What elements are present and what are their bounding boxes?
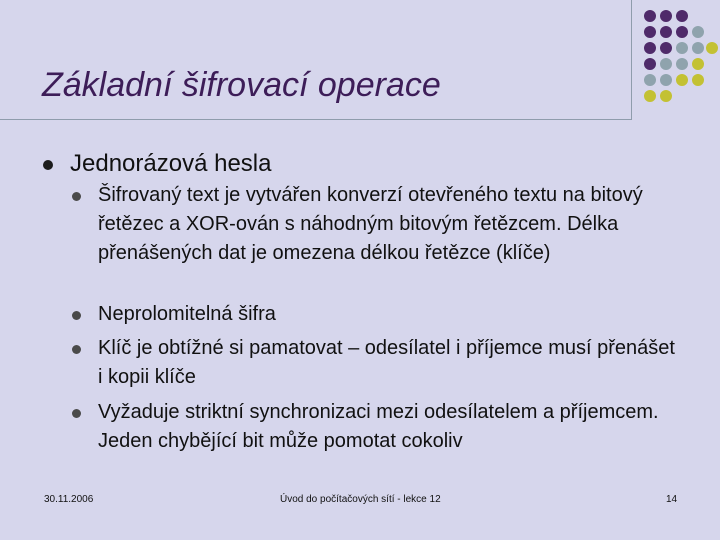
footer-date: 30.11.2006 (44, 494, 94, 505)
decor-dot (644, 74, 656, 86)
bullet-dot-icon (72, 192, 81, 201)
sub-bullet-text: Vyžaduje striktní synchronizaci mezi odesílatelem a příjemcem. Jeden chybějící bit může pomotat cokoliv (98, 401, 659, 452)
decor-dot (676, 42, 688, 54)
slide-title: Základní šifrovací operace (42, 66, 441, 104)
decor-dot (660, 58, 672, 70)
decor-dot (644, 58, 656, 70)
decor-dot (676, 74, 688, 86)
sub-bullet (98, 300, 678, 329)
sub-bullet-text: Klíč je obtížné si pamatovat – odesílatel i příjemce musí přenášet i kopii klíče (98, 337, 675, 388)
decor-dot (676, 58, 688, 70)
decor-dot (692, 58, 704, 70)
sub-bullet (98, 334, 678, 392)
decor-dot (692, 74, 704, 86)
sub-bullet (98, 398, 678, 456)
sub-bullet-text: Neprolomitelná šifra (98, 303, 276, 325)
decor-dot (660, 26, 672, 38)
bullet-dot-icon (72, 409, 81, 418)
decor-dot (644, 42, 656, 54)
main-bullet-text: Jednorázová hesla (70, 150, 272, 177)
bullet-dot-icon (72, 311, 81, 320)
decor-dot (644, 26, 656, 38)
title-vertical-rule (631, 0, 632, 120)
bullet-dot-icon (72, 345, 81, 354)
decorative-dot-grid (640, 10, 720, 105)
decor-dot (692, 42, 704, 54)
decor-dot (644, 90, 656, 102)
decor-dot (660, 10, 672, 22)
decor-dot (644, 10, 656, 22)
footer-page-number: 14 (666, 494, 678, 505)
title-horizontal-rule (0, 119, 632, 120)
decor-dot (692, 26, 704, 38)
decor-dot (660, 90, 672, 102)
bullet-dot-icon (43, 160, 53, 170)
decor-dot (706, 42, 718, 54)
sub-bullet-text: Šifrovaný text je vytvářen konverzí otevřeného textu na bitový řetězec a XOR-ován s náhodným bitovým řetězcem. Délka přenášených dat je omezena délkou řetězce (klíče) (98, 184, 643, 264)
decor-dot (676, 26, 688, 38)
decor-dot (676, 10, 688, 22)
decor-dot (660, 74, 672, 86)
footer-course: Úvod do počítačových sítí - lekce 12 (280, 494, 441, 505)
sub-bullet (98, 181, 678, 268)
decor-dot (660, 42, 672, 54)
